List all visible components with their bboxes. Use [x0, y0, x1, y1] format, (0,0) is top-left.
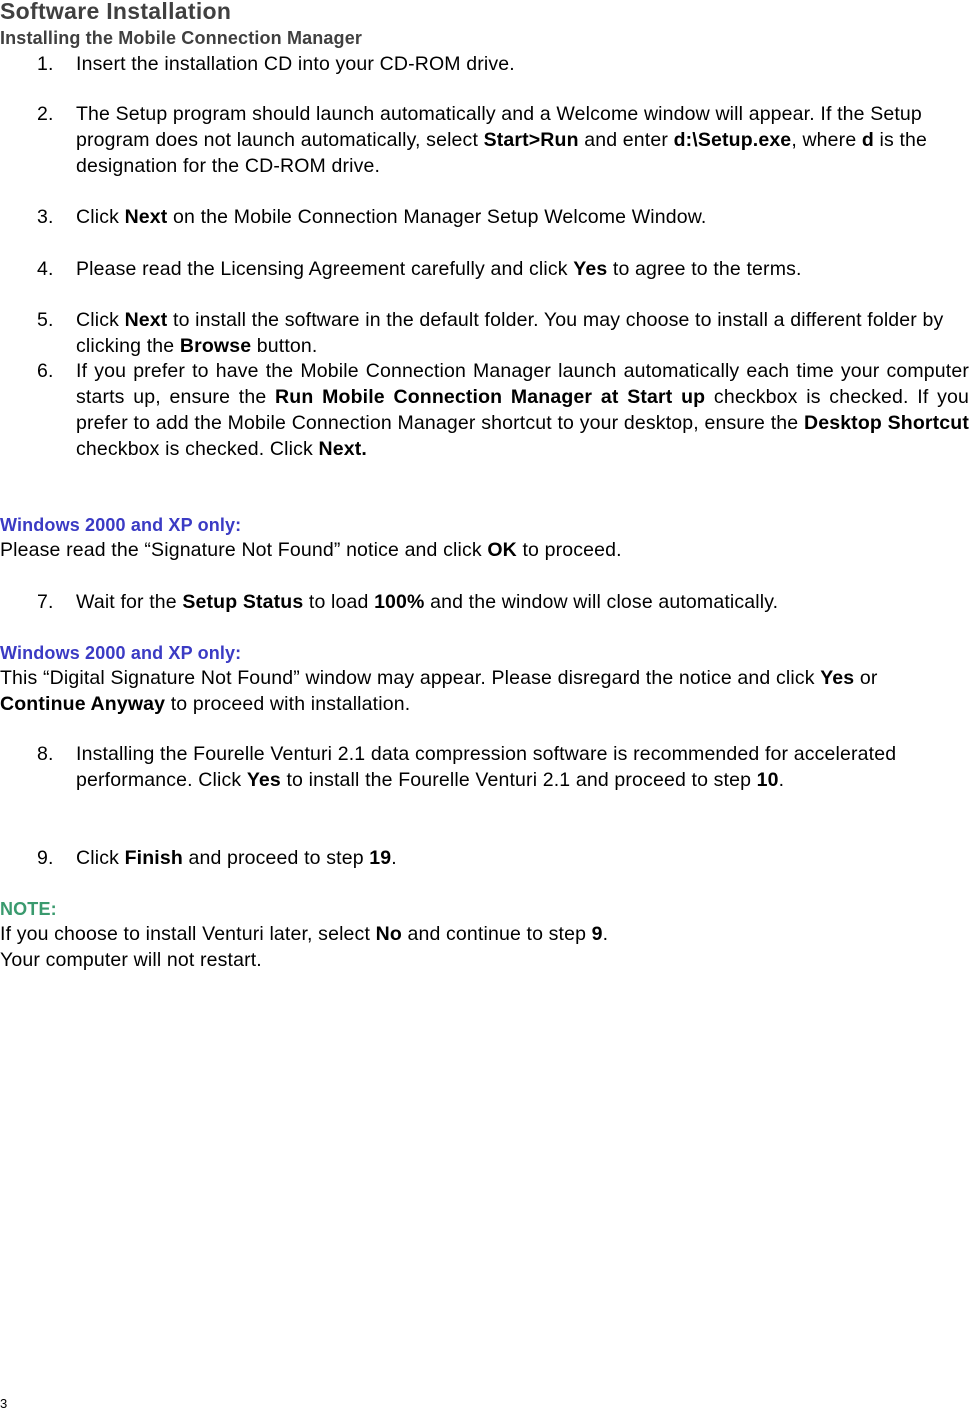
- windows-note-heading: Windows 2000 and XP only:: [0, 643, 242, 663]
- step-4: [37, 256, 969, 282]
- step-text: Installing the Fourelle Venturi 2.1 data compression software is recommended for accelerated performance. Click Yes to install the Fourelle Venturi 2.1 and proceed to step 10.: [76, 743, 897, 791]
- step-number: 6.: [37, 360, 54, 382]
- note-text-line-2: Your computer will not restart.: [0, 949, 262, 971]
- note-text: If you choose to install Venturi later, select No and continue to step 9.: [0, 923, 609, 945]
- step-text: Please read the Licensing Agreement carefully and click Yes to agree to the terms.: [76, 258, 802, 280]
- step-text: The Setup program should launch automatically and a Welcome window will appear. If the Setup program does not launch automatically, select Start>Run and enter d:\Setup.exe, where d is the designation for the CD-ROM drive.: [76, 103, 928, 177]
- step-1: [37, 51, 969, 77]
- step-number: 8.: [37, 743, 54, 765]
- step-text: Wait for the Setup Status to load 100% and the window will close automatically.: [76, 591, 779, 613]
- step-number: 9.: [37, 847, 54, 869]
- step-number: 4.: [37, 258, 54, 280]
- step-3: [37, 204, 969, 230]
- step-8: [37, 741, 952, 793]
- note-heading: NOTE:: [0, 899, 57, 919]
- step-7: [37, 589, 969, 615]
- step-text: Insert the installation CD into your CD-ROM drive.: [76, 53, 515, 75]
- step-5: [37, 307, 969, 359]
- step-number: 2.: [37, 103, 54, 125]
- page-title: Software Installation: [0, 0, 232, 24]
- step-text: Click Next to install the software in the default folder. You may choose to install a different folder by clicking the Browse button.: [76, 309, 944, 357]
- step-text: If you prefer to have the Mobile Connection Manager launch automatically each time your computer starts up, ensure the Run Mobile Connection Manager at Start up checkbox is checked. If you prefer to add the Mobile Connection Manager shortcut to your desktop, ensure the Desktop Shortcut checkbox is checked. Click Next.: [76, 360, 969, 460]
- step-number: 1.: [37, 53, 54, 75]
- step-number: 3.: [37, 206, 54, 228]
- step-text: Click Finish and proceed to step 19.: [76, 847, 397, 869]
- windows-note-text: Please read the “Signature Not Found” notice and click OK to proceed.: [0, 539, 622, 561]
- windows-note-text: This “Digital Signature Not Found” window may appear. Please disregard the notice and click Yes or Continue Anyway to proceed with installation.: [0, 667, 878, 715]
- step-text: Click Next on the Mobile Connection Manager Setup Welcome Window.: [76, 206, 707, 228]
- step-6: [37, 358, 969, 462]
- windows-note-heading: Windows 2000 and XP only:: [0, 515, 242, 535]
- step-2: [37, 101, 962, 179]
- section-subtitle: Installing the Mobile Connection Manager: [0, 28, 363, 48]
- step-number: 5.: [37, 309, 54, 331]
- step-9: [37, 845, 969, 871]
- page-number: 3: [0, 1396, 8, 1411]
- step-number: 7.: [37, 591, 54, 613]
